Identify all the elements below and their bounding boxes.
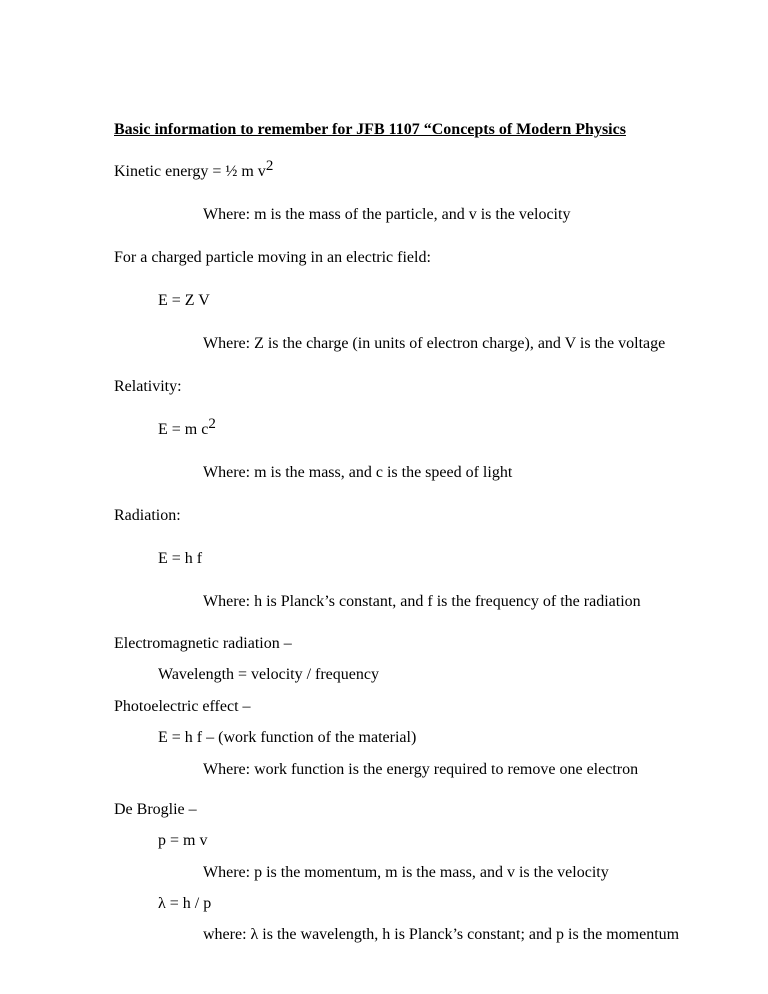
note: Where: m is the mass, and c is the speed of light [203,464,513,481]
formula [158,416,216,439]
note: Where: m is the mass of the particle, and v is the velocity [203,206,571,223]
section-heading: Photoelectric effect – [114,697,251,715]
formula: E = h f [158,550,203,567]
formula: E = Z V [158,292,210,309]
formula: p = m v [158,832,208,850]
exponent: 2 [208,416,216,432]
kinetic-energy-formula [114,158,274,181]
section-heading: Electromagnetic radiation – [114,635,292,653]
note: Where: work function is the energy required to remove one electron [203,760,639,778]
note: where: λ is the wavelength, h is Planck’s constant; and p is the momentum [203,926,680,944]
section-heading: Relativity: [114,378,182,395]
formula: Wavelength = velocity / frequency [158,666,379,684]
formula: λ = h / p [158,894,212,912]
section-heading: Radiation: [114,507,181,524]
formula: E = h f – (work function of the material) [158,729,417,747]
section-heading: For a charged particle moving in an electric field: [114,249,431,266]
formula-text: E = m c [158,421,209,438]
document-title: Basic information to remember for JFB 1107 “Concepts of Modern Physics [114,121,626,138]
note: Where: h is Planck’s constant, and f is the frequency of the radiation [203,593,641,610]
formula-text: Kinetic energy = ½ m v [114,163,266,180]
section-heading: De Broglie – [114,800,197,818]
note: Where: Z is the charge (in units of electron charge), and V is the voltage [203,335,666,352]
exponent: 2 [265,158,274,174]
note: Where: p is the momentum, m is the mass, and v is the velocity [203,863,609,881]
